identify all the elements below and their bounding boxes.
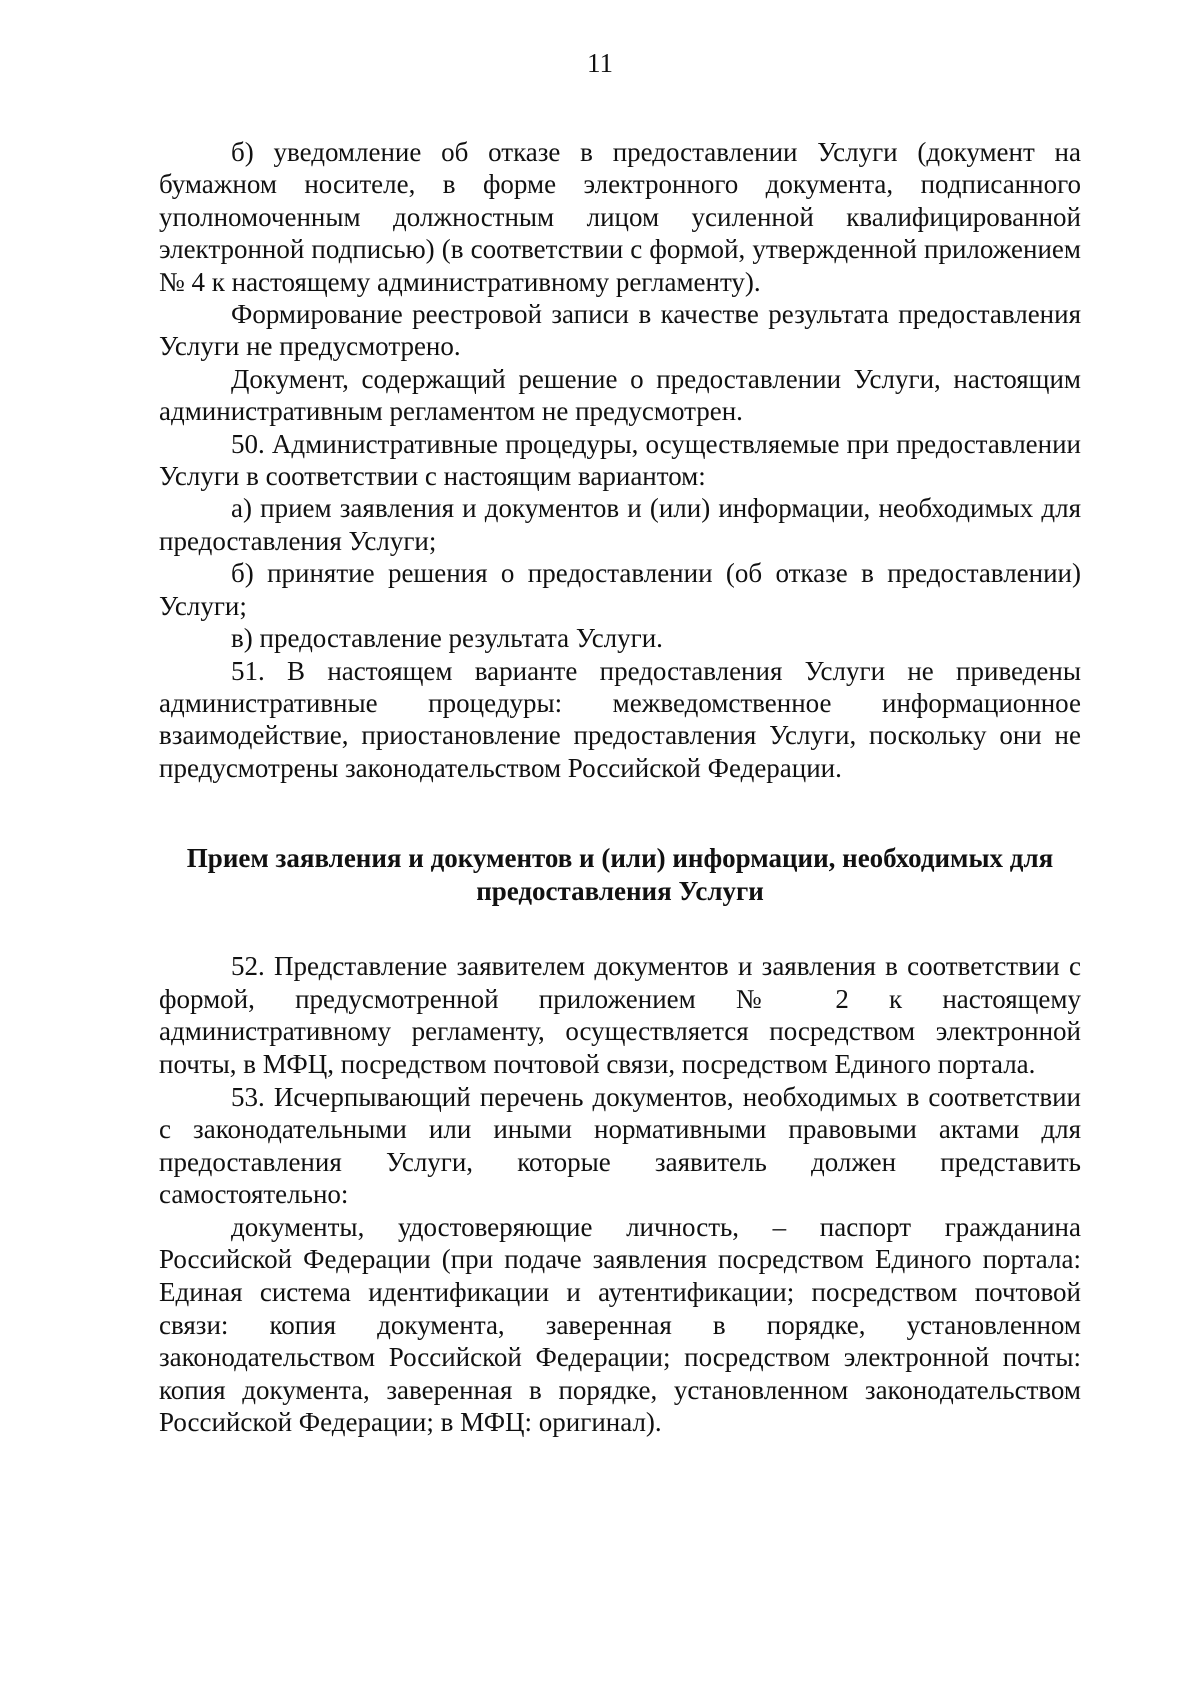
- paragraph-50-item-a: а) прием заявления и документов и (или) информации, необходимых для предоставления Услуги;: [159, 493, 1081, 556]
- paragraph-identity-documents: документы, удостоверяющие личность, – паспорт гражданина Российской Федерации (при подаче заявления посредством Единого портала: Единая система идентификации и аутентификации; посредством почтовой связи: копия документа, заверенная в порядке, установленном законодательством Российской Федерации; посредством электронной почты: копия документа, заверенная в порядке, установленном законодательством Российской Федерации; в МФЦ: оригинал).: [159, 1211, 1081, 1438]
- paragraph-50-item-b: б) принятие решения о предоставлении (об отказе в предоставлении) Услуги;: [159, 558, 1081, 621]
- page-number: 11: [587, 48, 613, 78]
- paragraph-item-b-refusal-notice: б) уведомление об отказе в предоставлении Услуги (документ на бумажном носителе, в форме электронного документа, подписанного уполномоченным должностным лицом усиленной квалифицированной электронной подписью) (в соответствии с формой, утвержденной приложением № 4 к настоящему административному регламенту).: [159, 137, 1081, 297]
- paragraph-50-item-c: в) предоставление результата Услуги.: [231, 623, 663, 654]
- paragraph-53: 53. Исчерпывающий перечень документов, необходимых в соответствии с законодательными или иными нормативными правовыми актами для предоставления Услуги, которые заявитель должен представить самостоятельно:: [159, 1081, 1081, 1210]
- paragraph-decision-document: Документ, содержащий решение о предоставлении Услуги, настоящим административным регламентом не предусмотрен.: [159, 363, 1081, 427]
- paragraph-registry-record: Формирование реестровой записи в качестве результата предоставления Услуги не предусмотрено.: [159, 299, 1081, 362]
- paragraph-50-procedures: 50. Административные процедуры, осуществляемые при предоставлении Услуги в соответствии с настоящим вариантом:: [159, 428, 1081, 492]
- paragraph-52: 52. Представление заявителем документов и заявления в соответствии с формой, предусмотренной приложением № 2 к настоящему административному регламенту, осуществляется посредством электронной почты, в МФЦ, посредством почтовой связи, посредством Единого портала.: [159, 951, 1081, 1079]
- paragraph-51: 51. В настоящем варианте предоставления Услуги не приведены административные процедуры: межведомственное информационное взаимодействие, приостановление предоставления Услуги, поскольку они не предусмотрены законодательством Российской Федерации.: [159, 655, 1081, 783]
- paragraphs-before-heading: [159, 136, 1081, 784]
- paragraphs-after-heading: [159, 950, 1081, 1439]
- document-body: [159, 136, 1081, 1439]
- section-heading: Прием заявления и документов и (или) информации, необходимых для предоставления Услуги: [186, 843, 1054, 907]
